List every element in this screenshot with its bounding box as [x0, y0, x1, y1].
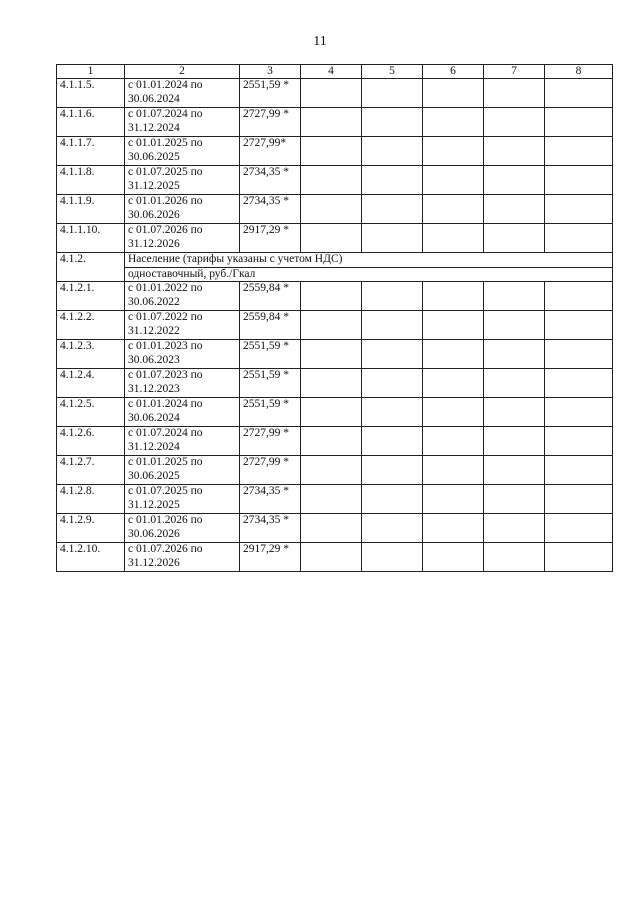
empty-cell: [301, 369, 362, 398]
period-to: 31.12.2025: [128, 179, 180, 192]
period-from: с 01.07.2026 по: [128, 224, 203, 236]
period-from: с 01.01.2025 по: [128, 137, 203, 149]
empty-cell: [362, 369, 423, 398]
tariff-value: 2551,59 *: [240, 369, 301, 398]
empty-cell: [362, 311, 423, 340]
item-number: 4.1.2.6.: [57, 427, 125, 456]
empty-cell: [484, 485, 545, 514]
empty-cell: [423, 456, 484, 485]
tariff-value: 2551,59 *: [240, 79, 301, 108]
period-cell: [125, 79, 240, 108]
empty-cell: [301, 514, 362, 543]
tariff-value: 2727,99 *: [240, 108, 301, 137]
item-number: 4.1.2.5.: [57, 398, 125, 427]
tariff-value: 2551,59 *: [240, 340, 301, 369]
empty-cell: [484, 195, 545, 224]
item-number: 4.1.1.6.: [57, 108, 125, 137]
period-to: 30.06.2025: [128, 469, 180, 482]
tariff-value: 2551,59 *: [240, 398, 301, 427]
period-cell: [125, 427, 240, 456]
period-to: 30.06.2024: [128, 92, 180, 105]
period-to: 31.12.2025: [128, 498, 180, 511]
group-subtitle: одноставочный, руб./Гкал: [125, 267, 613, 282]
period-cell: [125, 543, 240, 572]
header-cell: 8: [545, 65, 613, 79]
period-from: с 01.01.2024 по: [128, 79, 203, 91]
table-row: [57, 398, 613, 427]
empty-cell: [301, 108, 362, 137]
period-cell: [125, 456, 240, 485]
empty-cell: [484, 282, 545, 311]
empty-cell: [545, 311, 613, 340]
empty-cell: [545, 514, 613, 543]
tariff-value: 2734,35 *: [240, 166, 301, 195]
table-row: [57, 485, 613, 514]
table-row: [57, 166, 613, 195]
group-number: 4.1.2.: [57, 253, 125, 282]
header-cell: 5: [362, 65, 423, 79]
empty-cell: [484, 166, 545, 195]
empty-cell: [301, 166, 362, 195]
item-number: 4.1.1.9.: [57, 195, 125, 224]
table-row: [57, 543, 613, 572]
page-number: 11: [313, 34, 327, 49]
tariff-value: 2727,99 *: [240, 427, 301, 456]
period-to: 31.12.2023: [128, 382, 180, 395]
period-to: 30.06.2026: [128, 527, 180, 540]
empty-cell: [545, 282, 613, 311]
period-from: с 01.01.2025 по: [128, 456, 203, 468]
empty-cell: [301, 195, 362, 224]
tariff-value: 2727,99 *: [240, 456, 301, 485]
header-cell: 1: [57, 65, 125, 79]
empty-cell: [423, 514, 484, 543]
empty-cell: [301, 543, 362, 572]
period-to: 30.06.2026: [128, 208, 180, 221]
empty-cell: [301, 282, 362, 311]
period-to: 30.06.2023: [128, 353, 180, 366]
table-row: [57, 427, 613, 456]
item-number: 4.1.2.10.: [57, 543, 125, 572]
empty-cell: [423, 166, 484, 195]
group-title: Население (тарифы указаны с учетом НДС): [125, 253, 613, 268]
period-to: 31.12.2026: [128, 237, 180, 250]
period-cell: [125, 195, 240, 224]
empty-cell: [301, 340, 362, 369]
empty-cell: [545, 369, 613, 398]
period-cell: [125, 340, 240, 369]
table-row: [57, 195, 613, 224]
period-cell: [125, 398, 240, 427]
period-from: с 01.07.2025 по: [128, 485, 203, 497]
period-to: 31.12.2026: [128, 556, 180, 569]
header-cell: 4: [301, 65, 362, 79]
empty-cell: [484, 137, 545, 166]
empty-cell: [484, 369, 545, 398]
empty-cell: [545, 456, 613, 485]
header-row: [57, 65, 613, 79]
header-cell: 7: [484, 65, 545, 79]
empty-cell: [545, 398, 613, 427]
period-from: с 01.07.2023 по: [128, 369, 203, 381]
tariff-value: 2917,29 *: [240, 224, 301, 253]
empty-cell: [362, 195, 423, 224]
tariff-table: [56, 64, 613, 572]
period-from: с 01.07.2024 по: [128, 427, 203, 439]
period-from: с 01.01.2026 по: [128, 514, 203, 526]
tariff-value: 2559,84 *: [240, 282, 301, 311]
empty-cell: [484, 456, 545, 485]
empty-cell: [423, 485, 484, 514]
empty-cell: [423, 108, 484, 137]
table-row: [57, 282, 613, 311]
empty-cell: [362, 456, 423, 485]
empty-cell: [484, 224, 545, 253]
table-row: [57, 369, 613, 398]
item-number: 4.1.1.7.: [57, 137, 125, 166]
period-from: с 01.01.2022 по: [128, 282, 203, 294]
period-cell: [125, 514, 240, 543]
empty-cell: [545, 166, 613, 195]
empty-cell: [423, 195, 484, 224]
header-cell: 6: [423, 65, 484, 79]
header-cell: 3: [240, 65, 301, 79]
tariff-value: 2734,35 *: [240, 514, 301, 543]
empty-cell: [301, 485, 362, 514]
empty-cell: [545, 195, 613, 224]
header-cell: 2: [125, 65, 240, 79]
table-row: [57, 456, 613, 485]
empty-cell: [362, 224, 423, 253]
tariff-value: 2559,84 *: [240, 311, 301, 340]
empty-cell: [484, 108, 545, 137]
empty-cell: [423, 398, 484, 427]
empty-cell: [362, 79, 423, 108]
item-number: 4.1.2.3.: [57, 340, 125, 369]
tariff-value: 2727,99*: [240, 137, 301, 166]
period-to: 30.06.2025: [128, 150, 180, 163]
period-to: 30.06.2024: [128, 411, 180, 424]
table-row: [57, 79, 613, 108]
group-row: [57, 253, 613, 268]
empty-cell: [362, 340, 423, 369]
table-row: [57, 340, 613, 369]
empty-cell: [423, 369, 484, 398]
empty-cell: [301, 224, 362, 253]
period-cell: [125, 224, 240, 253]
period-cell: [125, 282, 240, 311]
period-to: 31.12.2024: [128, 121, 180, 134]
empty-cell: [301, 456, 362, 485]
period-to: 31.12.2022: [128, 324, 180, 337]
empty-cell: [301, 137, 362, 166]
item-number: 4.1.2.4.: [57, 369, 125, 398]
empty-cell: [423, 311, 484, 340]
period-cell: [125, 311, 240, 340]
item-number: 4.1.2.7.: [57, 456, 125, 485]
empty-cell: [362, 398, 423, 427]
period-from: с 01.01.2024 по: [128, 398, 203, 410]
period-cell: [125, 369, 240, 398]
tariff-value: 2734,35 *: [240, 195, 301, 224]
empty-cell: [362, 514, 423, 543]
empty-cell: [545, 340, 613, 369]
empty-cell: [484, 340, 545, 369]
table-row: [57, 514, 613, 543]
period-to: 30.06.2022: [128, 295, 180, 308]
empty-cell: [484, 543, 545, 572]
empty-cell: [484, 398, 545, 427]
empty-cell: [301, 79, 362, 108]
empty-cell: [484, 514, 545, 543]
empty-cell: [362, 427, 423, 456]
period-to: 31.12.2024: [128, 440, 180, 453]
period-from: с 01.07.2024 по: [128, 108, 203, 120]
item-number: 4.1.1.10.: [57, 224, 125, 253]
item-number: 4.1.1.8.: [57, 166, 125, 195]
empty-cell: [484, 427, 545, 456]
empty-cell: [362, 166, 423, 195]
period-from: с 01.01.2023 по: [128, 340, 203, 352]
empty-cell: [362, 108, 423, 137]
tariff-value: 2917,29 *: [240, 543, 301, 572]
table-row: [57, 108, 613, 137]
empty-cell: [423, 427, 484, 456]
period-cell: [125, 108, 240, 137]
item-number: 4.1.2.9.: [57, 514, 125, 543]
empty-cell: [362, 282, 423, 311]
item-number: 4.1.1.5.: [57, 79, 125, 108]
period-cell: [125, 137, 240, 166]
tariff-value: 2734,35 *: [240, 485, 301, 514]
item-number: 4.1.2.1.: [57, 282, 125, 311]
empty-cell: [423, 137, 484, 166]
period-from: с 01.07.2025 по: [128, 166, 203, 178]
empty-cell: [545, 137, 613, 166]
empty-cell: [301, 398, 362, 427]
empty-cell: [362, 485, 423, 514]
empty-cell: [362, 137, 423, 166]
empty-cell: [423, 340, 484, 369]
empty-cell: [423, 79, 484, 108]
item-number: 4.1.2.8.: [57, 485, 125, 514]
empty-cell: [301, 427, 362, 456]
group-subtitle-row: [57, 267, 613, 282]
empty-cell: [545, 79, 613, 108]
table-row: [57, 311, 613, 340]
empty-cell: [423, 282, 484, 311]
empty-cell: [301, 311, 362, 340]
empty-cell: [545, 108, 613, 137]
empty-cell: [545, 485, 613, 514]
empty-cell: [545, 224, 613, 253]
empty-cell: [545, 427, 613, 456]
empty-cell: [423, 224, 484, 253]
empty-cell: [484, 79, 545, 108]
table-row: [57, 224, 613, 253]
table-body: [57, 65, 613, 572]
empty-cell: [484, 311, 545, 340]
empty-cell: [423, 543, 484, 572]
period-from: с 01.07.2022 по: [128, 311, 203, 323]
empty-cell: [362, 543, 423, 572]
period-from: с 01.07.2026 по: [128, 543, 203, 555]
period-cell: [125, 485, 240, 514]
table-row: [57, 137, 613, 166]
period-from: с 01.01.2026 по: [128, 195, 203, 207]
period-cell: [125, 166, 240, 195]
item-number: 4.1.2.2.: [57, 311, 125, 340]
empty-cell: [545, 543, 613, 572]
